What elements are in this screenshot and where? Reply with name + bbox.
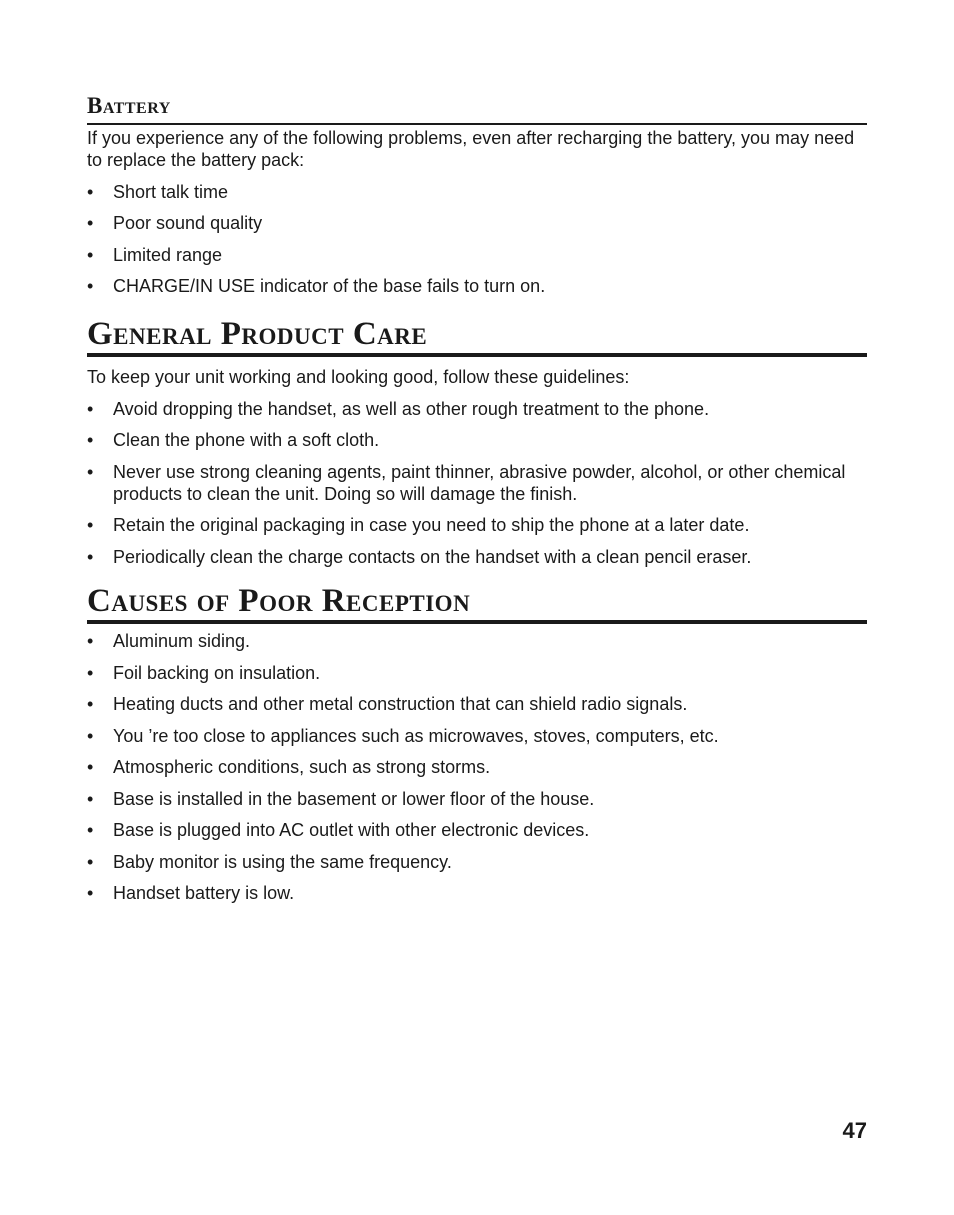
- section-title-causes-of-poor-reception: Causes of Poor Reception: [87, 584, 867, 624]
- list-item-text: Base is plugged into AC outlet with other electronic devices.: [113, 820, 590, 840]
- section-title-battery: Battery: [87, 93, 867, 125]
- list-item-text: Baby monitor is using the same frequency.: [113, 851, 452, 872]
- bullet-icon: •: [87, 181, 94, 202]
- list-item-text: Poor sound quality: [113, 213, 263, 233]
- list-item-text: Atmospheric conditions, such as strong storms.: [113, 757, 491, 777]
- list-item-text: Clean the phone with a soft cloth.: [113, 430, 380, 450]
- bullet-list-battery: [87, 181, 867, 298]
- bullet-icon: •: [87, 213, 94, 233]
- list-item-text: Heating ducts and other metal construction that can shield radio signals.: [113, 694, 688, 714]
- section-intro-battery: If you experience any of the following problems, even after recharging the battery, you may need to replace the battery pack:: [87, 128, 855, 170]
- bullet-icon: •: [87, 757, 94, 777]
- list-item: [87, 514, 867, 536]
- list-item: [87, 546, 867, 568]
- list-item: [87, 630, 867, 652]
- bullet-icon: •: [87, 788, 94, 809]
- list-item-text: Never use strong cleaning agents, paint thinner, abrasive powder, alcohol, or other chemical products to clean the unit. Doing so will damage the finish.: [113, 461, 846, 504]
- bullet-icon: •: [87, 276, 94, 296]
- bullet-list-general-product-care: [87, 398, 867, 568]
- list-item-text: Handset battery is low.: [113, 883, 295, 903]
- bullet-icon: •: [87, 820, 94, 840]
- list-item: [87, 244, 867, 266]
- bullet-icon: •: [87, 694, 94, 714]
- section-intro-general-product-care: To keep your unit working and looking good, follow these guidelines:: [87, 367, 630, 387]
- bullet-icon: •: [87, 662, 94, 683]
- list-item: [87, 788, 867, 810]
- bullet-icon: •: [87, 515, 94, 535]
- list-item: [87, 429, 867, 451]
- list-item: [87, 819, 867, 841]
- list-item-text: Short talk time: [113, 181, 229, 202]
- bullet-icon: •: [87, 430, 94, 450]
- page-number: 47: [842, 1118, 867, 1143]
- list-item-text: Limited range: [113, 244, 223, 265]
- list-item-text: Aluminum siding.: [113, 631, 251, 651]
- list-item-text: Retain the original packaging in case you need to ship the phone at a later date.: [113, 515, 750, 535]
- bullet-icon: •: [87, 244, 94, 265]
- bullet-icon: •: [87, 851, 94, 872]
- list-item: [87, 181, 867, 203]
- list-item: [87, 398, 867, 420]
- list-item-text: Periodically clean the charge contacts on the handset with a clean pencil eraser.: [113, 546, 752, 567]
- list-item: [87, 756, 867, 778]
- page-content: [87, 93, 867, 904]
- list-item-text: Avoid dropping the handset, as well as other rough treatment to the phone.: [113, 398, 710, 419]
- list-item: [87, 461, 867, 505]
- bullet-icon: •: [87, 546, 94, 567]
- list-item-text: CHARGE/IN USE indicator of the base fails to turn on.: [113, 276, 546, 296]
- list-item: [87, 693, 867, 715]
- section-general-product-care: [87, 317, 867, 568]
- list-item-text: You ’re too close to appliances such as microwaves, stoves, computers, etc.: [113, 725, 719, 746]
- bullet-list-causes-of-poor-reception: [87, 630, 867, 904]
- section-battery: [87, 93, 867, 297]
- list-item-text: Foil backing on insulation.: [113, 662, 321, 683]
- bullet-icon: •: [87, 725, 94, 746]
- section-causes-of-poor-reception: [87, 584, 867, 905]
- section-title-general-product-care: General Product Care: [87, 317, 867, 357]
- list-item: [87, 851, 867, 873]
- list-item: [87, 725, 867, 747]
- list-item: [87, 212, 867, 234]
- bullet-icon: •: [87, 461, 94, 482]
- list-item: [87, 275, 867, 297]
- bullet-icon: •: [87, 398, 94, 419]
- bullet-icon: •: [87, 631, 94, 651]
- bullet-icon: •: [87, 883, 94, 903]
- list-item-text: Base is installed in the basement or lower floor of the house.: [113, 788, 595, 809]
- list-item: [87, 882, 867, 904]
- list-item: [87, 662, 867, 684]
